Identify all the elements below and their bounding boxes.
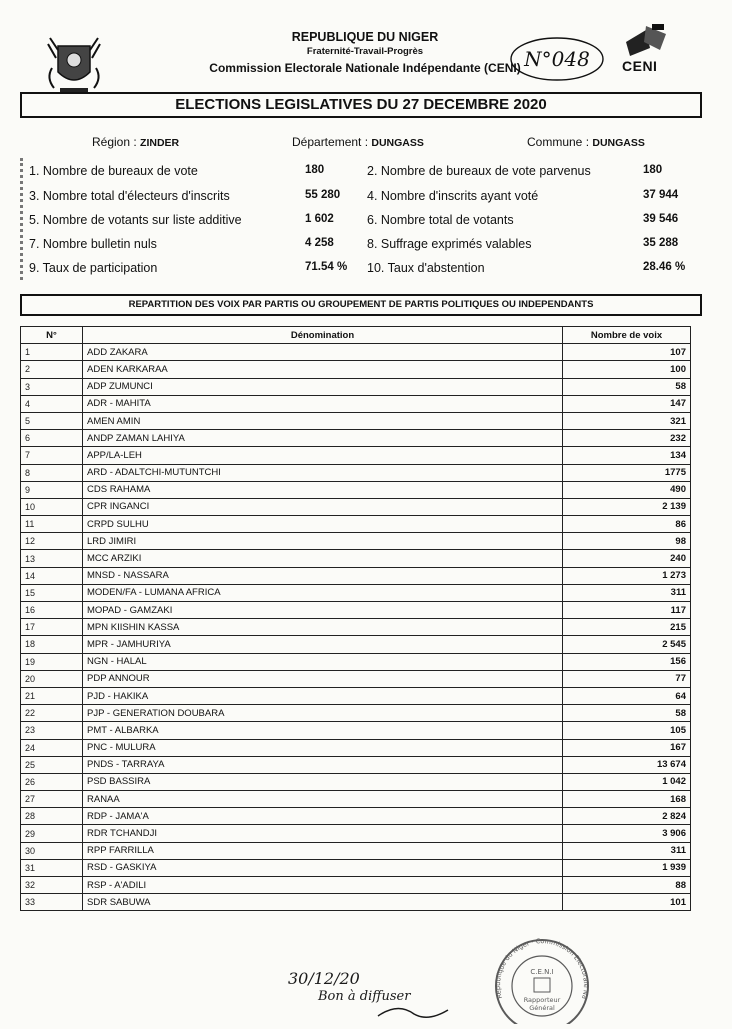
row-number: 25 bbox=[21, 756, 83, 773]
handwritten-date: 30/12/20 bbox=[288, 969, 360, 988]
party-name: CRPD SULHU bbox=[83, 516, 563, 533]
party-name: RDP - JAMA'A bbox=[83, 808, 563, 825]
table-row bbox=[21, 378, 691, 395]
row-number: 26 bbox=[21, 773, 83, 790]
table-header-row bbox=[21, 327, 691, 344]
col-header-number: N° bbox=[21, 327, 83, 344]
table-row bbox=[21, 791, 691, 808]
stat-value: 180 bbox=[643, 164, 663, 176]
stat-value: 35 288 bbox=[643, 237, 679, 249]
vote-count: 240 bbox=[563, 550, 691, 567]
party-name: PJP - GENERATION DOUBARA bbox=[83, 705, 563, 722]
stamp-outer-text: République du Niger · Commission Electorale Na bbox=[493, 937, 591, 1001]
party-name: ADP ZUMUNCI bbox=[83, 378, 563, 395]
row-number: 23 bbox=[21, 722, 83, 739]
vote-count: 2 139 bbox=[563, 498, 691, 515]
row-number: 3 bbox=[21, 378, 83, 395]
table-row bbox=[21, 550, 691, 567]
row-number: 16 bbox=[21, 602, 83, 619]
party-name: PDP ANNOUR bbox=[83, 670, 563, 687]
vote-count: 100 bbox=[563, 361, 691, 378]
party-name: RDR TCHANDJI bbox=[83, 825, 563, 842]
vote-count: 13 674 bbox=[563, 756, 691, 773]
table-row bbox=[21, 670, 691, 687]
vote-count: 321 bbox=[563, 412, 691, 429]
region-field bbox=[92, 135, 179, 149]
vote-count: 86 bbox=[563, 516, 691, 533]
stat-value: 1 602 bbox=[305, 213, 334, 225]
table-row bbox=[21, 464, 691, 481]
commune-label: Commune : bbox=[527, 135, 590, 149]
party-name: MODEN/FA - LUMANA AFRICA bbox=[83, 584, 563, 601]
party-name: PJD - HAKIKA bbox=[83, 687, 563, 704]
table-row bbox=[21, 756, 691, 773]
vote-count: 156 bbox=[563, 653, 691, 670]
vote-count: 107 bbox=[563, 344, 691, 361]
table-row bbox=[21, 842, 691, 859]
commission-name: Commission Electorale Nationale Indépendante (CENI) bbox=[209, 61, 521, 75]
stat-label: 8. Suffrage exprimés valables bbox=[367, 237, 532, 251]
table-row bbox=[21, 567, 691, 584]
region-label: Région : bbox=[92, 135, 137, 149]
stat-value: 4 258 bbox=[305, 237, 334, 249]
vote-count: 101 bbox=[563, 894, 691, 911]
stat-value: 55 280 bbox=[305, 189, 341, 201]
region-value: ZINDER bbox=[140, 137, 180, 149]
vote-count: 232 bbox=[563, 430, 691, 447]
stat-label: 3. Nombre total d'électeurs d'inscrits bbox=[29, 189, 230, 203]
party-name: ADD ZAKARA bbox=[83, 344, 563, 361]
party-name: ADR - MAHITA bbox=[83, 395, 563, 412]
table-row bbox=[21, 859, 691, 876]
table-row bbox=[21, 687, 691, 704]
row-number: 22 bbox=[21, 705, 83, 722]
stamp-center-top: C.E.N.I bbox=[530, 968, 554, 976]
row-number: 24 bbox=[21, 739, 83, 756]
party-name: MPN KIISHIN KASSA bbox=[83, 619, 563, 636]
row-number: 32 bbox=[21, 877, 83, 894]
party-name: MCC ARZIKI bbox=[83, 550, 563, 567]
stat-label: 9. Taux de participation bbox=[29, 261, 158, 275]
stat-value: 71.54 % bbox=[305, 261, 348, 273]
table-row bbox=[21, 430, 691, 447]
stat-value: 39 546 bbox=[643, 213, 679, 225]
table-row bbox=[21, 516, 691, 533]
niger-coat-of-arms-emblem bbox=[44, 30, 104, 96]
vote-count: 311 bbox=[563, 584, 691, 601]
row-number: 31 bbox=[21, 859, 83, 876]
party-name: MOPAD - GAMZAKI bbox=[83, 602, 563, 619]
table-row bbox=[21, 739, 691, 756]
vote-count: 58 bbox=[563, 378, 691, 395]
vote-count: 168 bbox=[563, 791, 691, 808]
party-name: APP/LA-LEH bbox=[83, 447, 563, 464]
party-name: ADEN KARKARAA bbox=[83, 361, 563, 378]
row-number: 20 bbox=[21, 670, 83, 687]
vote-count: 77 bbox=[563, 670, 691, 687]
vote-count: 134 bbox=[563, 447, 691, 464]
departement-field bbox=[292, 135, 424, 149]
vote-count: 2 824 bbox=[563, 808, 691, 825]
row-number: 21 bbox=[21, 687, 83, 704]
vote-count: 311 bbox=[563, 842, 691, 859]
republic-heading: REPUBLIQUE DU NIGER bbox=[291, 30, 439, 44]
row-number: 4 bbox=[21, 395, 83, 412]
motto: Fraternité-Travail-Progrès bbox=[306, 46, 424, 57]
stat-value: 180 bbox=[305, 164, 325, 176]
table-row bbox=[21, 653, 691, 670]
section-title: REPARTITION DES VOIX PAR PARTIS OU GROUPEMENT DE PARTIS POLITIQUES OU INDEPENDANTS bbox=[20, 294, 702, 316]
party-name: LRD JIMIRI bbox=[83, 533, 563, 550]
handwritten-number-text: N°048 bbox=[524, 47, 590, 71]
vote-count: 1 273 bbox=[563, 567, 691, 584]
vote-count: 117 bbox=[563, 602, 691, 619]
vote-count: 1 042 bbox=[563, 773, 691, 790]
party-name: ANDP ZAMAN LAHIYA bbox=[83, 430, 563, 447]
table-row bbox=[21, 705, 691, 722]
party-name: CDS RAHAMA bbox=[83, 481, 563, 498]
table-row bbox=[21, 722, 691, 739]
row-number: 28 bbox=[21, 808, 83, 825]
vote-count: 490 bbox=[563, 481, 691, 498]
commune-field bbox=[527, 135, 645, 149]
row-number: 6 bbox=[21, 430, 83, 447]
stat-label: 1. Nombre de bureaux de vote bbox=[29, 164, 198, 178]
party-name: RSD - GASKIYA bbox=[83, 859, 563, 876]
vote-count: 98 bbox=[563, 533, 691, 550]
handwritten-note: Bon à diffuser bbox=[318, 989, 411, 1004]
party-name: ARD - ADALTCHI-MUTUNTCHI bbox=[83, 464, 563, 481]
row-number: 14 bbox=[21, 567, 83, 584]
table-row bbox=[21, 808, 691, 825]
vote-count: 1775 bbox=[563, 464, 691, 481]
party-name: SDR SABUWA bbox=[83, 894, 563, 911]
stat-label: 7. Nombre bulletin nuls bbox=[29, 237, 157, 251]
vote-count: 105 bbox=[563, 722, 691, 739]
table-row bbox=[21, 636, 691, 653]
party-name: PNC - MULURA bbox=[83, 739, 563, 756]
table-row bbox=[21, 825, 691, 842]
row-number: 9 bbox=[21, 481, 83, 498]
departement-label: Département : bbox=[292, 135, 369, 149]
row-number: 7 bbox=[21, 447, 83, 464]
party-name: CPR INGANCI bbox=[83, 498, 563, 515]
row-number: 18 bbox=[21, 636, 83, 653]
handwritten-annotation bbox=[278, 966, 458, 1024]
election-title: ELECTIONS LEGISLATIVES DU 27 DECEMBRE 2020 bbox=[20, 92, 702, 118]
row-number: 15 bbox=[21, 584, 83, 601]
table-row bbox=[21, 344, 691, 361]
table-row bbox=[21, 395, 691, 412]
table-row bbox=[21, 584, 691, 601]
party-name: RPP FARRILLA bbox=[83, 842, 563, 859]
stat-value: 37 944 bbox=[643, 189, 679, 201]
table-row bbox=[21, 498, 691, 515]
departement-value: DUNGASS bbox=[371, 137, 424, 149]
table-row bbox=[21, 619, 691, 636]
row-number: 27 bbox=[21, 791, 83, 808]
table-row bbox=[21, 773, 691, 790]
row-number: 33 bbox=[21, 894, 83, 911]
col-header-votes: Nombre de voix bbox=[563, 327, 691, 344]
party-name: RANAA bbox=[83, 791, 563, 808]
row-number: 8 bbox=[21, 464, 83, 481]
row-number: 29 bbox=[21, 825, 83, 842]
row-number: 10 bbox=[21, 498, 83, 515]
row-number: 30 bbox=[21, 842, 83, 859]
party-name: MPR - JAMHURIYA bbox=[83, 636, 563, 653]
commune-value: DUNGASS bbox=[592, 137, 645, 149]
vote-count: 64 bbox=[563, 687, 691, 704]
svg-text:République du Niger · Commissi bbox=[484, 932, 590, 1000]
party-name: PNDS - TARRAYA bbox=[83, 756, 563, 773]
row-number: 13 bbox=[21, 550, 83, 567]
ceni-logo-text: CENI bbox=[622, 58, 658, 74]
vote-count: 167 bbox=[563, 739, 691, 756]
row-number: 19 bbox=[21, 653, 83, 670]
ceni-official-stamp bbox=[484, 932, 600, 1024]
handwritten-number bbox=[508, 34, 606, 84]
vote-count: 58 bbox=[563, 705, 691, 722]
stat-label: 6. Nombre total de votants bbox=[367, 213, 514, 227]
vote-count: 1 939 bbox=[563, 859, 691, 876]
table-row bbox=[21, 481, 691, 498]
party-name: PMT - ALBARKA bbox=[83, 722, 563, 739]
row-number: 5 bbox=[21, 412, 83, 429]
table-row bbox=[21, 447, 691, 464]
stat-label: 4. Nombre d'inscrits ayant voté bbox=[367, 189, 539, 203]
party-name: PSD BASSIRA bbox=[83, 773, 563, 790]
table-row bbox=[21, 533, 691, 550]
signature-icon bbox=[378, 1008, 448, 1017]
stats-block bbox=[20, 158, 693, 280]
stat-label: 2. Nombre de bureaux de vote parvenus bbox=[367, 164, 591, 178]
row-number: 11 bbox=[21, 516, 83, 533]
stamp-role-2: Général bbox=[529, 1004, 555, 1012]
vote-count: 147 bbox=[563, 395, 691, 412]
party-name: NGN - HALAL bbox=[83, 653, 563, 670]
row-number: 1 bbox=[21, 344, 83, 361]
stat-label: 5. Nombre de votants sur liste additive bbox=[29, 213, 242, 227]
col-header-name: Dénomination bbox=[83, 327, 563, 344]
stat-value: 28.46 % bbox=[643, 261, 686, 273]
table-row bbox=[21, 894, 691, 911]
vote-count: 2 545 bbox=[563, 636, 691, 653]
vote-count: 215 bbox=[563, 619, 691, 636]
row-number: 17 bbox=[21, 619, 83, 636]
stat-label: 10. Taux d'abstention bbox=[367, 261, 485, 275]
party-name: RSP - A'ADILI bbox=[83, 877, 563, 894]
vote-count: 3 906 bbox=[563, 825, 691, 842]
results-table bbox=[20, 326, 691, 911]
table-row bbox=[21, 602, 691, 619]
party-name: AMEN AMIN bbox=[83, 412, 563, 429]
stamp-role-1: Rapporteur bbox=[523, 996, 561, 1004]
row-number: 12 bbox=[21, 533, 83, 550]
party-name: MNSD - NASSARA bbox=[83, 567, 563, 584]
table-row bbox=[21, 412, 691, 429]
vote-count: 88 bbox=[563, 877, 691, 894]
row-number: 2 bbox=[21, 361, 83, 378]
table-row bbox=[21, 361, 691, 378]
table-row bbox=[21, 877, 691, 894]
